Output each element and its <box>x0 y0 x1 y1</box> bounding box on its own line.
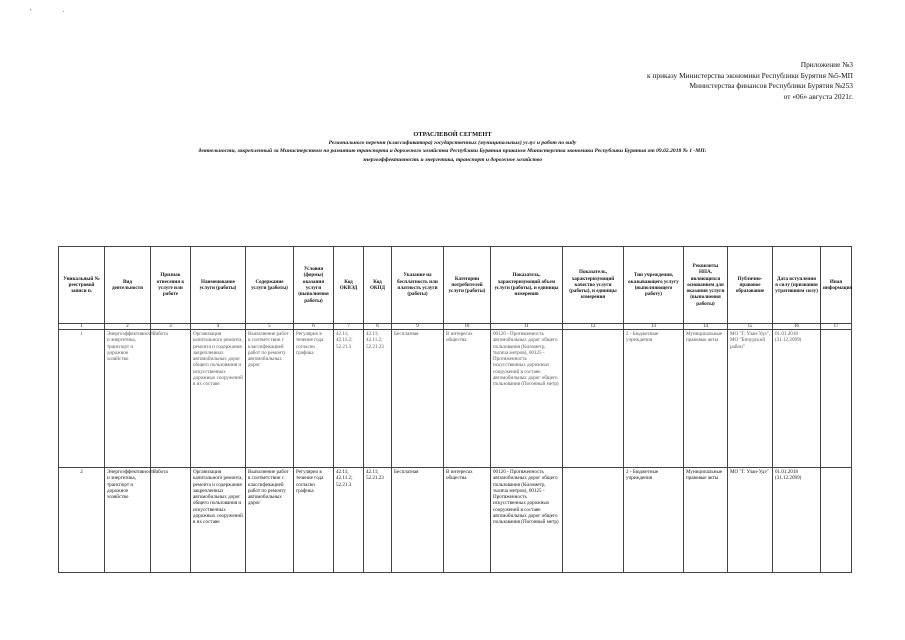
cell-date: 01.01.2018 (31.12.2099) <box>773 468 821 573</box>
col-header: Условия (формы) оказания услуги (выполнения работы) <box>294 247 334 324</box>
table-header-row <box>59 247 852 324</box>
col-header: Показатель, характеризующий объем услуги (работы), и единицы измерения <box>491 247 563 324</box>
col-header: Наименование услуги (работы) <box>191 247 246 324</box>
col-header: Уникальный № реестровой записи п. <box>59 247 105 324</box>
cell-entity: МО "Г. Улан-Удэ" <box>728 468 773 573</box>
document-subtitle-1: Регионального перечня (классификатора) государственных (муниципальных) услуг и работ по виду <box>328 140 577 146</box>
cell-consumers: В интересах общества <box>444 330 491 468</box>
cell-type: Работа <box>151 468 191 573</box>
col-number: 2 <box>105 324 151 330</box>
order-header <box>647 60 853 102</box>
col-header: Иная информация <box>821 247 852 324</box>
col-number: 8 <box>364 324 392 330</box>
cell-institution: 2 - Бюджетные учреждения <box>624 468 684 573</box>
cell-other <box>821 330 852 468</box>
services-table <box>58 246 852 573</box>
cell-npa: Муниципальные правовые акты <box>684 468 728 573</box>
col-number: 14 <box>684 324 728 330</box>
col-header: Вид деятельности <box>105 247 151 324</box>
col-number: 17 <box>821 324 852 330</box>
scan-speck: · <box>62 8 65 16</box>
cell-type: Работа <box>151 330 191 468</box>
table-row <box>59 468 852 573</box>
cell-content: Выполнение работ в соответствии с классификацией работ по ремонту автомобильных дорог <box>246 330 294 468</box>
cell-conditions: Регулярно в течение года согласно графика <box>294 330 334 468</box>
col-number: 3 <box>151 324 191 330</box>
cell-volume: 00126 - Протяженность автомобильных дорог общего пользования (Километр, тысяча метров), 00125 - Протяженность искусственных дорожных сооружений в составе автомобильных дорог общего пользования (Погонный метр) <box>491 468 563 573</box>
appendix-label: Приложение №3 <box>800 60 853 69</box>
document-title: ОТРАСЛЕВОЙ СЕГМЕНТ <box>413 131 492 138</box>
col-header: Тип учреждения, оказывающего услугу (выполняющего работу) <box>624 247 684 324</box>
col-number: 9 <box>392 324 444 330</box>
col-header: Указание на бесплатность или платность услуги (работы) <box>392 247 444 324</box>
cell-other <box>821 468 852 573</box>
cell-okpd: 42.11; 42.11.2; 52.21.23 <box>364 330 392 468</box>
cell-activity: Энергоэффективность и энергетика, транспорт и дорожное хозяйство <box>105 468 151 573</box>
col-number: 4 <box>191 324 246 330</box>
cell-name: Организация капитального ремонта, ремонта и содержания закрепленных автомобильных дорог общего пользования и искусственных дорожных сооружений в их составе <box>191 330 246 468</box>
col-number: 1 <box>59 324 105 330</box>
col-header: Дата вступления в силу (признания утратившим силу) <box>773 247 821 324</box>
order-ministry-finance: Министерства финансов Республики Бурятия №253 <box>689 81 853 90</box>
cell-okpd: 42.11; 52.21.23 <box>364 468 392 573</box>
cell-volume: 00126 - Протяженность автомобильных дорог общего пользования (Километр, тысяча метров), 00125 - Протяженность искусственных дорожных сооружений в составе автомобильных дорог общего пользования (Погонный метр) <box>491 330 563 468</box>
cell-name: Организация капитального ремонта, ремонта и содержания закрепленных автомобильных дорог общего пользования и искусственных дорожных сооружений в их составе <box>191 468 246 573</box>
col-header: Содержание услуги (работы) <box>246 247 294 324</box>
cell-paid: Бесплатная <box>392 468 444 573</box>
order-ministry-economy: к приказу Министерства экономики Республики Бурятия №5-МП <box>646 70 853 80</box>
order-date: от «06» августа 2021г. <box>783 91 853 101</box>
col-number: 11 <box>491 324 563 330</box>
cell-quality <box>563 330 624 468</box>
scan-speck: ' <box>30 8 32 16</box>
table-row <box>59 330 852 468</box>
col-number: 10 <box>444 324 491 330</box>
col-header: Показатель, характеризующий качество услуги (работы), и единицы измерения <box>563 247 624 324</box>
col-number: 7 <box>334 324 364 330</box>
col-header: Признак отнесения к услуге или работе <box>151 247 191 324</box>
col-number: 12 <box>563 324 624 330</box>
document-subtitle-3: энергоэффективность и энергетика, транспорт и дорожное хозяйство <box>362 157 543 163</box>
col-header: Код ОКПД <box>364 247 392 324</box>
col-number: 16 <box>773 324 821 330</box>
col-header: Реквизиты НПА, являющихся основанием для оказания услуги (выполнения работы) <box>684 247 728 324</box>
cell-id: 1 <box>59 330 105 468</box>
cell-quality <box>563 468 624 573</box>
cell-npa: Муниципальные правовые акты <box>684 330 728 468</box>
col-number: 5 <box>246 324 294 330</box>
cell-entity: МО "Г. Улан-Удэ", МО "Бичурский район" <box>728 330 773 468</box>
col-number: 15 <box>728 324 773 330</box>
col-header: Публично-правовое образование <box>728 247 773 324</box>
document-subtitle-2: деятельности, закрепленный за Министерством по развитию транспорта и дорожного хозяйства Республики Бурятия приказом Министерства экономики Республики Бурятия от 09.02.2018 № 1 -МП: <box>198 148 707 154</box>
col-number: 6 <box>294 324 334 330</box>
cell-activity: Энергоэффективность и энергетика, транспорт и дорожное хозяйство <box>105 330 151 468</box>
col-number: 13 <box>624 324 684 330</box>
cell-paid: Бесплатная <box>392 330 444 468</box>
col-header: Код ОКВЭД <box>334 247 364 324</box>
cell-conditions: Регулярно в течение года согласно графика <box>294 468 334 573</box>
cell-content: Выполнение работ в соответствии с классификацией работ по ремонту автомобильных дорог <box>246 468 294 573</box>
col-header: Категории потребителей услуги (работы) <box>444 247 491 324</box>
cell-okved: 42.11; 42.11.2; 52.21.3 <box>334 468 364 573</box>
cell-id: 2 <box>59 468 105 573</box>
cell-okved: 42.11; 42.11.2; 52.21.3 <box>334 330 364 468</box>
cell-date: 01.01.2018 (31.12.2099) <box>773 330 821 468</box>
cell-institution: 2 - Бюджетные учреждения <box>624 330 684 468</box>
cell-consumers: В интересах общества <box>444 468 491 573</box>
